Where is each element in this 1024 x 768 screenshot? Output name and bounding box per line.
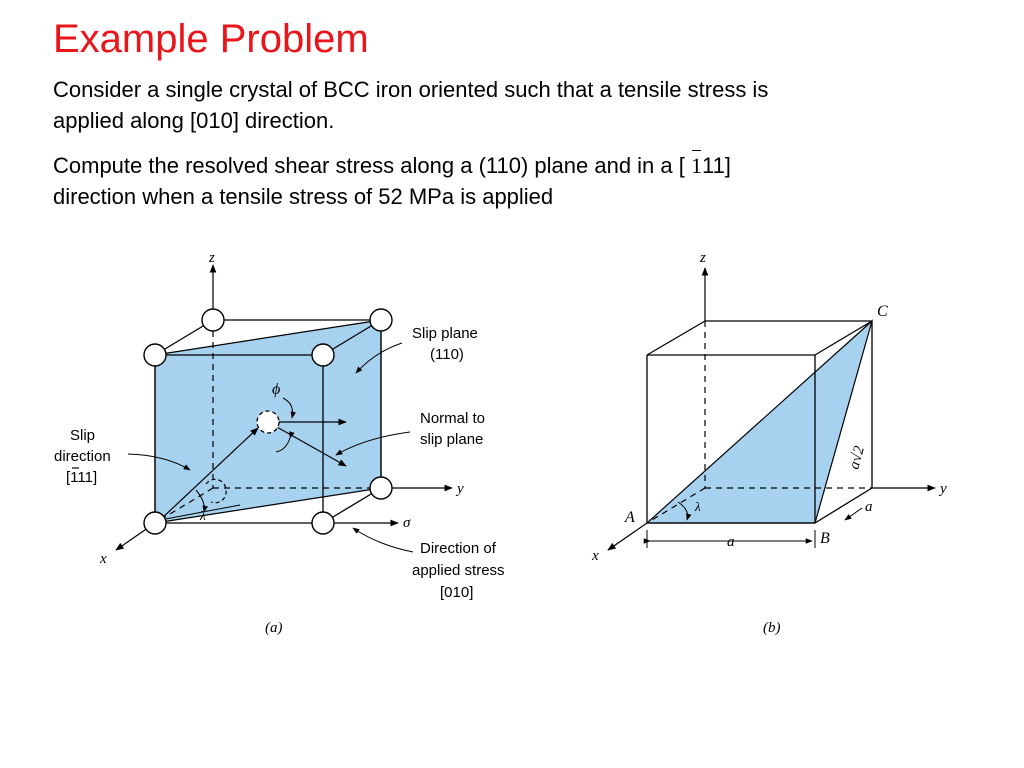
slip-direction-label-2: direction <box>54 448 111 465</box>
normal-label-2: slip plane <box>420 431 484 448</box>
phi-label: ϕ <box>272 381 281 398</box>
slip-plane-label-2: (110) <box>430 346 464 363</box>
leader-applied-stress <box>353 528 413 552</box>
question-text-post: 11] <box>701 153 731 178</box>
applied-stress-label-2: applied stress <box>412 562 505 579</box>
point-b-label: B <box>820 530 830 547</box>
sigma-label: σ <box>403 515 411 531</box>
axis-x-label-a: x <box>100 551 107 567</box>
figure-b <box>591 250 947 636</box>
lambda-label-a: λ <box>200 508 206 523</box>
edge-a-side-label: a <box>865 499 873 515</box>
axis-z-label-a: z <box>209 250 215 266</box>
slip-plane-label-1: Slip plane <box>412 325 478 342</box>
caption-a: (a) <box>265 620 283 636</box>
lambda-label-b: λ <box>695 499 701 514</box>
axis-x-b <box>608 523 647 550</box>
direction-index-overbar: 1 <box>690 153 702 178</box>
applied-stress-label-1: Direction of <box>420 540 496 557</box>
dimension-arrow-side <box>845 508 862 520</box>
point-a-label: A <box>625 509 635 526</box>
point-c-label: C <box>877 303 888 320</box>
axis-x-label-b: x <box>592 548 599 564</box>
slip-direction-label-1: Slip <box>70 427 96 444</box>
page-title: Example Problem <box>53 17 369 61</box>
question-text-pre: Compute the resolved shear stress along a (110) plane and in a [ <box>53 153 691 178</box>
axis-y-label-b: y <box>940 481 947 497</box>
axis-z-label-b: z <box>700 250 706 266</box>
diagonal-label: a√2 <box>846 444 868 472</box>
intro-line-1: Consider a single crystal of BCC iron oriented such that a tensile stress is <box>53 77 769 102</box>
edge-a-bottom-label: a <box>727 534 735 550</box>
caption-b: (b) <box>763 620 781 636</box>
axis-y-label-a: y <box>457 481 464 497</box>
applied-stress-label-3: [010] <box>440 584 474 601</box>
slip-direction-label-3 <box>66 469 97 486</box>
question-line-2: direction when a tensile stress of 52 MPa is applied <box>53 184 554 209</box>
slip-direction-bracket: [ <box>66 469 71 486</box>
slip-direction-bar-digit: 1 <box>70 469 78 486</box>
slip-direction-rest: 11] <box>77 469 98 486</box>
slip-triangle-b <box>647 321 872 523</box>
normal-label-1: Normal to <box>420 410 486 427</box>
center-atom-a <box>257 411 279 433</box>
intro-line-2: applied along [010] direction. <box>53 108 335 133</box>
figure-a <box>54 250 505 636</box>
